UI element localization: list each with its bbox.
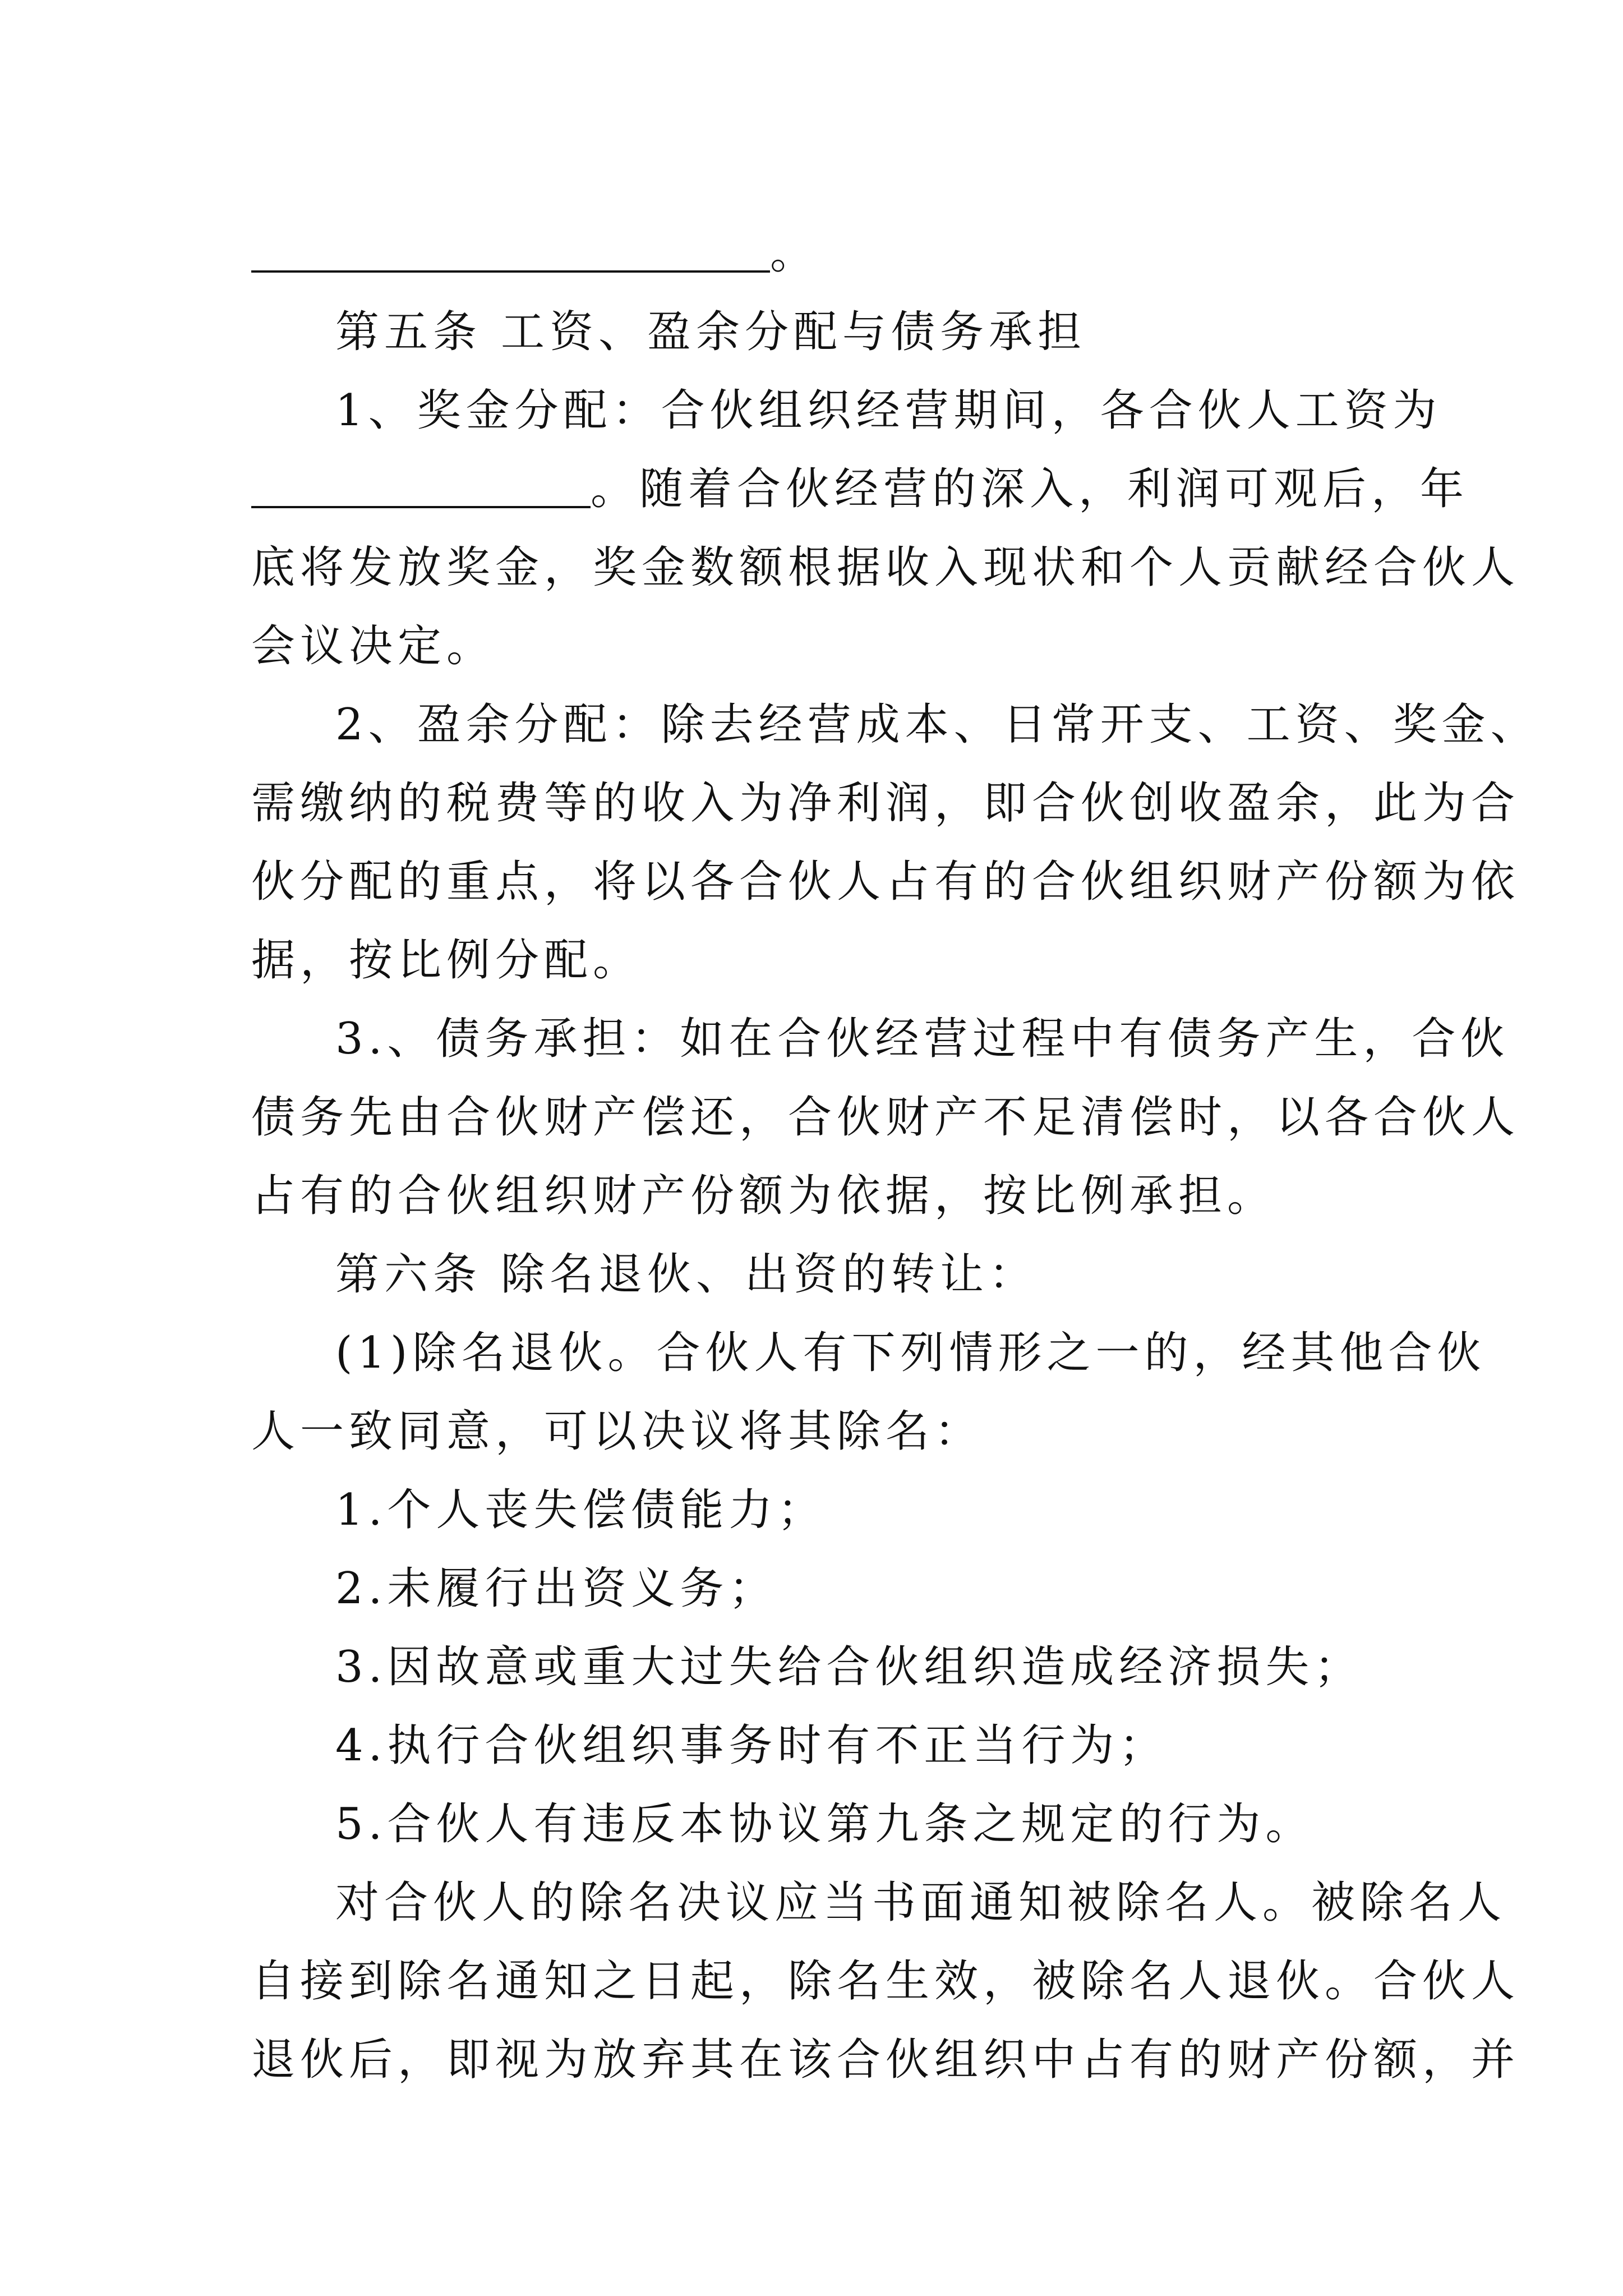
paragraph-line: 据，按比例分配。 bbox=[251, 935, 642, 986]
article-6-heading bbox=[251, 1235, 1378, 1314]
paragraph-line: 会议决定。 bbox=[251, 621, 496, 671]
list-item: 4.执行合伙组织事务时有不正当行为； bbox=[335, 1720, 1168, 1771]
document-body bbox=[251, 214, 1539, 2099]
article-number: 第六条 bbox=[335, 1249, 482, 1300]
article-5-heading bbox=[251, 293, 1378, 371]
list-item: 3.因故意或重大过失给合伙组织造成经济损失； bbox=[335, 1642, 1363, 1692]
paragraph-line: 债务先由合伙财产偿还，合伙财产不足清偿时，以各合伙人 bbox=[251, 1092, 1520, 1143]
list-item: 1.个人丧失偿债能力； bbox=[335, 1485, 827, 1535]
paragraph-line: 需缴纳的税费等的收入为净利润，即合伙创收盈余，此为合 bbox=[251, 778, 1520, 829]
paragraph-line: 底将发放奖金，奖金数额根据收入现状和个人贡献经合伙人 bbox=[251, 542, 1520, 593]
list-item: 2.未履行出资义务； bbox=[335, 1563, 778, 1614]
article-title: 工资、盈余分配与债务承担 bbox=[501, 307, 1087, 357]
paragraph-line: 占有的合伙组织财产份额为依据，按比例承担。 bbox=[251, 1171, 1276, 1221]
article-title: 除名退伙、出资的转让： bbox=[501, 1249, 1038, 1300]
list-item: 5.合伙人有违反本协议第九条之规定的行为。 bbox=[335, 1799, 1315, 1849]
paragraph-line: (1)除名退伙。合伙人有下列情形之一的，经其他合伙 bbox=[335, 1328, 1486, 1378]
text-line-blank-end bbox=[251, 214, 1378, 293]
article-number: 第五条 bbox=[335, 307, 482, 357]
paragraph-line: 人一致同意，可以决议将其除名： bbox=[251, 1406, 984, 1457]
paragraph-line: 3.、债务承担：如在合伙经营过程中有债务产生，合伙 bbox=[335, 1014, 1510, 1064]
paragraph-line: 对合伙人的除名决议应当书面通知被除名人。被除名人 bbox=[335, 1878, 1507, 1928]
fill-in-blank bbox=[251, 462, 591, 508]
line-tail: 。随着合伙经营的深入，利润可观后，年 bbox=[591, 464, 1469, 514]
paragraph-line: 自接到除名通知之日起，除名生效，被除名人退伙。合伙人 bbox=[251, 1956, 1520, 2007]
line-tail: 。 bbox=[770, 228, 819, 279]
text-line-with-blank bbox=[251, 450, 1469, 528]
paragraph-line: 退伙后，即视为放弃其在该合伙组织中占有的财产份额，并 bbox=[251, 2035, 1520, 2085]
paragraph-line: 2、盈余分配：除去经营成本、日常开支、工资、奖金、 bbox=[335, 700, 1539, 750]
paragraph-line: 1、奖金分配：合伙组织经营期间，各合伙人工资为 bbox=[335, 385, 1442, 436]
paragraph-line: 伙分配的重点，将以各合伙人占有的合伙组织财产份额为依 bbox=[251, 857, 1520, 907]
fill-in-blank bbox=[251, 227, 770, 273]
